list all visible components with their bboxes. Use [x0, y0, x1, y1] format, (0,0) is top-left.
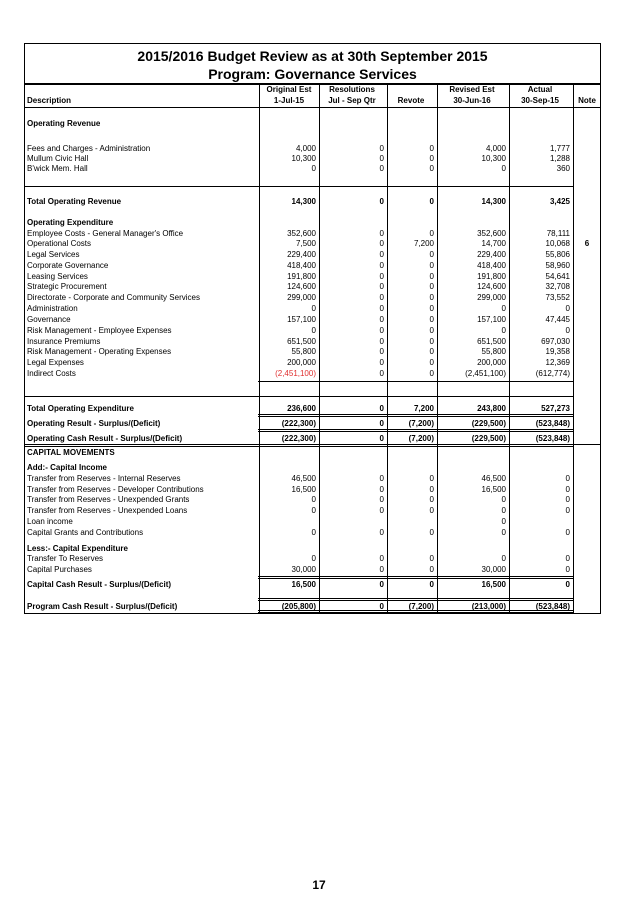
header-original_2: 1-Jul-15 [273, 96, 305, 105]
row-value: 0 [501, 506, 506, 515]
row-description: Total Operating Revenue [27, 197, 122, 206]
row-value: (229,500) [471, 434, 506, 443]
row-value: 236,600 [287, 404, 316, 413]
row-value: 0 [379, 261, 384, 270]
row-description: Less:- Capital Expenditure [27, 544, 128, 553]
row-value: 0 [379, 229, 384, 238]
row-description: Leasing Services [27, 272, 88, 281]
row-value: 0 [429, 293, 434, 302]
row-value: 0 [379, 565, 384, 574]
row-value: 54,641 [545, 272, 570, 281]
row-value: 0 [429, 154, 434, 163]
row-description: Operating Cash Result - Surplus/(Deficit) [27, 434, 183, 443]
row-value: 0 [379, 506, 384, 515]
row-value: 0 [379, 304, 384, 313]
row-value: 0 [379, 197, 384, 206]
row-value: 12,369 [545, 358, 570, 367]
row-description: Indirect Costs [27, 369, 76, 378]
row-value: 0 [565, 326, 570, 335]
row-value: 0 [429, 474, 434, 483]
row-value: 0 [379, 474, 384, 483]
row-value: 7,200 [413, 404, 434, 413]
row-value: (2,451,100) [275, 369, 316, 378]
row-value: 0 [379, 250, 384, 259]
row-value: (213,000) [471, 602, 506, 611]
row-description: CAPITAL MOVEMENTS [27, 448, 115, 457]
row-value: 243,800 [477, 404, 506, 413]
row-value: 0 [501, 517, 506, 526]
row-value: (222,300) [281, 434, 316, 443]
header-actual_1: Actual [527, 85, 553, 94]
row-description: Capital Cash Result - Surplus/(Deficit) [27, 580, 172, 589]
row-value: 0 [379, 485, 384, 494]
rule-line [25, 107, 600, 108]
row-value: 73,552 [545, 293, 570, 302]
row-value [508, 517, 570, 526]
row-value: (229,500) [471, 419, 506, 428]
row-value: 16,500 [481, 580, 506, 589]
row-description: Add:- Capital Income [27, 463, 108, 472]
row-value: 0 [429, 250, 434, 259]
row-description: Directorate - Corporate and Community Services [27, 293, 200, 302]
row-value: 30,000 [481, 565, 506, 574]
row-value: (205,800) [281, 602, 316, 611]
row-value: 4,000 [295, 144, 316, 153]
page-number: 17 [312, 878, 326, 892]
row-value: 16,500 [291, 580, 316, 589]
rule-line [258, 576, 574, 579]
row-value: 697,030 [541, 337, 570, 346]
row-value: 10,068 [545, 239, 570, 248]
rule-line [25, 396, 574, 397]
header-revised_1: Revised Est [449, 85, 495, 94]
title-block [25, 44, 600, 85]
header-actual_2: 30-Sep-15 [521, 96, 559, 105]
row-value: 0 [429, 580, 434, 589]
row-value: 0 [379, 239, 384, 248]
rule-line [25, 83, 600, 84]
row-value [386, 517, 434, 526]
row-value: 0 [311, 304, 316, 313]
row-value: 0 [311, 326, 316, 335]
row-value: 14,300 [481, 197, 506, 206]
row-value: 299,000 [477, 293, 506, 302]
row-description: Operating Revenue [27, 119, 101, 128]
row-value: 10,300 [481, 154, 506, 163]
row-description: Fees and Charges - Administration [27, 144, 151, 153]
row-value: 32,708 [545, 282, 570, 291]
row-value: 124,600 [287, 282, 316, 291]
row-value: 0 [379, 580, 384, 589]
row-value: 0 [379, 282, 384, 291]
row-description: Transfer from Reserves - Internal Reserves [27, 474, 181, 483]
row-value: 0 [429, 261, 434, 270]
row-description: Transfer To Reserves [27, 554, 104, 563]
row-description: Legal Expenses [27, 358, 84, 367]
row-value: 0 [379, 419, 384, 428]
row-value: 46,500 [291, 474, 316, 483]
row-value: 0 [311, 495, 316, 504]
row-value: 0 [429, 337, 434, 346]
row-value: (523,848) [535, 434, 570, 443]
header-revote: Revote [397, 96, 425, 105]
row-value: 352,600 [287, 229, 316, 238]
rule-line [258, 598, 574, 601]
row-value: 0 [565, 485, 570, 494]
row-value: (222,300) [281, 419, 316, 428]
header-original_1: Original Est [266, 85, 312, 94]
row-value: 0 [429, 326, 434, 335]
rule-line [25, 446, 574, 447]
header-revised_2: 30-Jun-16 [453, 96, 491, 105]
row-value: 0 [429, 197, 434, 206]
row-value: 0 [429, 485, 434, 494]
row-value: 0 [501, 528, 506, 537]
row-value: 0 [379, 315, 384, 324]
row-value: 0 [379, 554, 384, 563]
row-value: 229,400 [287, 250, 316, 259]
row-value: 0 [429, 369, 434, 378]
row-value: 0 [311, 164, 316, 173]
row-value: 157,100 [287, 315, 316, 324]
row-value: 0 [565, 554, 570, 563]
row-value: 418,400 [477, 261, 506, 270]
row-description: Mullum Civic Hall [27, 154, 89, 163]
row-value: 55,800 [481, 347, 506, 356]
row-value: 46,500 [481, 474, 506, 483]
row-value: 0 [379, 602, 384, 611]
row-value: 157,100 [477, 315, 506, 324]
row-value: 0 [429, 358, 434, 367]
row-value: 7,500 [295, 239, 316, 248]
row-description: Loan income [27, 517, 73, 526]
row-value: 0 [565, 474, 570, 483]
row-value: 19,358 [545, 347, 570, 356]
row-value: 1,777 [549, 144, 570, 153]
row-value: 0 [565, 304, 570, 313]
row-value: 0 [379, 528, 384, 537]
row-value: 0 [429, 565, 434, 574]
row-value: 651,500 [287, 337, 316, 346]
row-description: Governance [27, 315, 71, 324]
row-value: 527,273 [541, 404, 570, 413]
row-value: 651,500 [477, 337, 506, 346]
row-value: 0 [379, 272, 384, 281]
row-value: 0 [379, 164, 384, 173]
row-value: 0 [311, 506, 316, 515]
row-description: Strategic Procurement [27, 282, 107, 291]
row-value: 7,200 [413, 239, 434, 248]
row-value: 0 [501, 495, 506, 504]
row-value: 0 [379, 293, 384, 302]
row-description: Insurance Premiums [27, 337, 101, 346]
row-value: 200,000 [287, 358, 316, 367]
row-value: 191,800 [477, 272, 506, 281]
row-value: 0 [379, 154, 384, 163]
row-value: 0 [565, 495, 570, 504]
row-value: 0 [379, 144, 384, 153]
row-value: 0 [379, 404, 384, 413]
row-value: (7,200) [408, 419, 434, 428]
row-value: (7,200) [408, 434, 434, 443]
row-description: Administration [27, 304, 78, 313]
row-value: 229,400 [477, 250, 506, 259]
row-description: Legal Services [27, 250, 80, 259]
row-value: (523,848) [535, 419, 570, 428]
header-resolutions_2: Jul - Sep Qtr [328, 96, 376, 105]
row-value: 14,700 [481, 239, 506, 248]
row-value: 191,800 [287, 272, 316, 281]
row-value: (2,451,100) [465, 369, 506, 378]
row-value: 0 [429, 304, 434, 313]
row-value: 0 [429, 164, 434, 173]
row-value: 1,288 [549, 154, 570, 163]
page-subtitle: Program: Governance Services [208, 66, 417, 82]
row-value: 0 [429, 229, 434, 238]
row-value: 0 [501, 326, 506, 335]
row-value: 16,500 [481, 485, 506, 494]
row-value: 0 [379, 337, 384, 346]
row-description: Risk Management - Operating Expenses [27, 347, 172, 356]
header-description: Description [27, 96, 72, 105]
row-value: 0 [379, 326, 384, 335]
row-description: Program Cash Result - Surplus/(Deficit) [27, 602, 178, 611]
row-description: Capital Purchases [27, 565, 92, 574]
page-title: 2015/2016 Budget Review as at 30th September 2015 [137, 48, 488, 64]
row-value: 360 [556, 164, 570, 173]
row-value: (7,200) [408, 602, 434, 611]
row-value: 55,806 [545, 250, 570, 259]
row-description: Operating Result - Surplus/(Deficit) [27, 419, 161, 428]
row-value: 0 [429, 347, 434, 356]
row-value: 30,000 [291, 565, 316, 574]
row-description: Corporate Governance [27, 261, 109, 270]
header-note: Note [578, 96, 596, 105]
rule-line [25, 444, 600, 445]
row-value: 418,400 [287, 261, 316, 270]
row-value: 0 [429, 506, 434, 515]
row-value: 0 [311, 554, 316, 563]
row-value: 0 [565, 580, 570, 589]
row-value: 0 [429, 272, 434, 281]
row-value: 0 [379, 347, 384, 356]
rule-line [258, 610, 574, 613]
row-description: Total Operating Expenditure [27, 404, 134, 413]
row-note: 6 [584, 239, 590, 248]
row-value: 0 [565, 528, 570, 537]
row-value: 78,111 [546, 229, 570, 238]
row-value: 352,600 [477, 229, 506, 238]
rule-line [258, 429, 574, 432]
row-value: 124,600 [477, 282, 506, 291]
row-value: 0 [501, 164, 506, 173]
row-value: 0 [379, 369, 384, 378]
row-value: 4,000 [485, 144, 506, 153]
row-value: 0 [429, 282, 434, 291]
header-resolutions_1: Resolutions [329, 85, 375, 94]
row-value: 0 [379, 434, 384, 443]
row-value: (523,848) [535, 602, 570, 611]
row-description: Employee Costs - General Manager's Office [27, 229, 184, 238]
column-divider [573, 84, 574, 613]
row-value: 0 [379, 495, 384, 504]
row-value: 0 [429, 315, 434, 324]
row-value: 16,500 [291, 485, 316, 494]
row-description: Operating Expenditure [27, 218, 114, 227]
rule-line [25, 186, 574, 187]
row-value: 0 [565, 565, 570, 574]
rule-line [258, 381, 574, 382]
row-value: 0 [379, 358, 384, 367]
row-value: 0 [501, 554, 506, 563]
row-value [318, 517, 384, 526]
row-value: 3,425 [549, 197, 570, 206]
row-description: Capital Grants and Contributions [27, 528, 144, 537]
row-value: 14,300 [291, 197, 316, 206]
row-value: 58,960 [545, 261, 570, 270]
row-value: 0 [311, 528, 316, 537]
row-description: Operational Costs [27, 239, 92, 248]
row-value: 0 [429, 495, 434, 504]
row-value: 200,000 [477, 358, 506, 367]
row-value: 0 [429, 528, 434, 537]
row-value [256, 517, 316, 526]
row-value: 0 [429, 144, 434, 153]
row-description: Transfer from Reserves - Unexpended Loans [27, 506, 188, 515]
row-value: 0 [501, 304, 506, 313]
row-value: 55,800 [291, 347, 316, 356]
row-description: Risk Management - Employee Expenses [27, 326, 172, 335]
row-value: 0 [429, 554, 434, 563]
row-value: 299,000 [287, 293, 316, 302]
row-value: 10,300 [291, 154, 316, 163]
row-value: 0 [565, 506, 570, 515]
row-description: Transfer from Reserves - Developer Contributions [27, 485, 204, 494]
rule-line [258, 414, 574, 417]
row-description: Transfer from Reserves - Unexpended Grants [27, 495, 190, 504]
row-value: (612,774) [535, 369, 570, 378]
row-value: 47,445 [545, 315, 570, 324]
row-description: B'wick Mem. Hall [27, 164, 88, 173]
